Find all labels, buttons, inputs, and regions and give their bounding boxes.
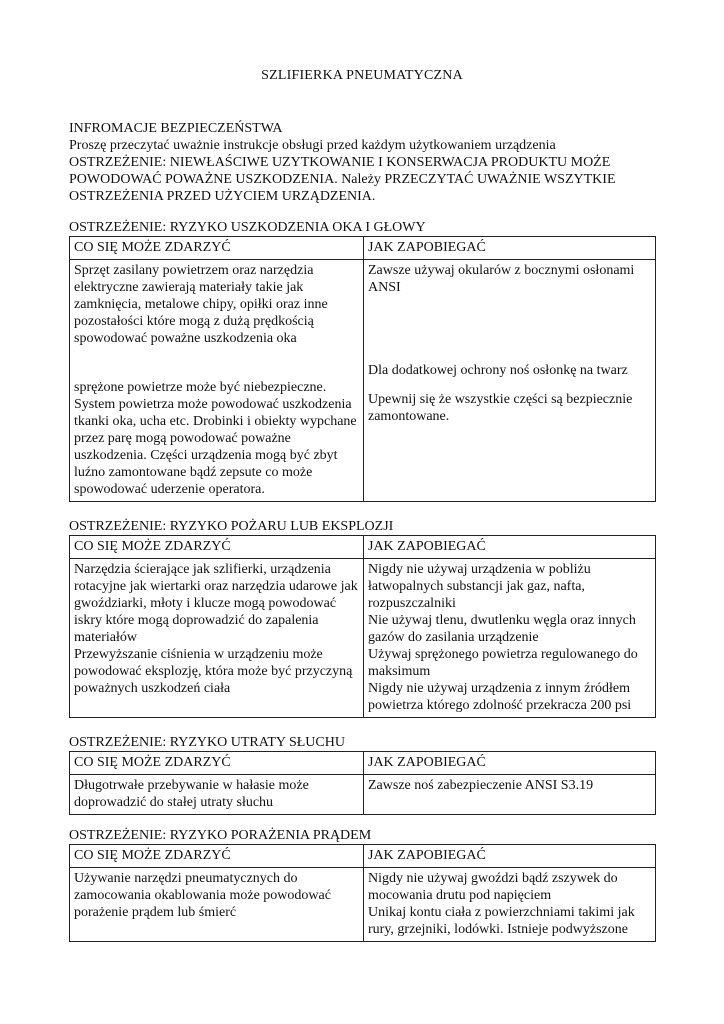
intro-heading: INFROMACJE BEZPIECZEŃSTWA <box>69 121 283 136</box>
prevention-text: Nie używaj tlenu, dwutlenku węgla oraz innych gazów do zasilania urządzenie <box>368 613 636 645</box>
prevention-text: Unikaj kontu ciała z powierzchniami takimi jak rury, grzejniki, lodówki. Istnieje podwyższone <box>368 905 635 937</box>
prevention-text: Zawsze używaj okularów z bocznymi osłonami ANSI <box>368 263 635 295</box>
table-header-row <box>70 845 656 868</box>
table-header-row <box>70 752 656 775</box>
risk-table <box>69 535 656 718</box>
prevention-text: Nigdy nie używaj urządzenia w pobliżu łatwopalnych substancji jak gaz, nafta, rozpuszczalniki <box>368 562 591 611</box>
header-how-to-prevent: JAK ZAPOBIEGAĆ <box>364 536 656 559</box>
hazard-cell <box>70 559 364 718</box>
hazard-text: Narzędzia ścierające jak szlifierki, urządzenia rotacyjne jak wiertarki oraz narzędzia udarowe jak gwoździarki, młoty i klucze mogą powodować iskry które mogą doprowadzić do zapalenia materiałów <box>74 562 358 645</box>
risk-table <box>69 236 656 502</box>
hazard-text: Przewyższanie ciśnienia w urządzeniu może powodować eksplozję, która może być przyczyną poważnych uszkodzeń ciała <box>74 647 353 696</box>
table-row <box>70 868 656 942</box>
section-hearing-loss <box>69 735 655 815</box>
hazard-text: sprężone powietrze może być niebezpieczne. System powietrza może powodować uszkodzenia tkanki oka, ucha etc. Drobinki i obiekty wypchane przez parę mogą powodować poważne uszkodzenia. Części urządzenia mogą być zbyt luźno zamontowane bądź zepsute co może spowodować uderzenie operatora. <box>74 380 357 497</box>
section-title: OSTRZEŻENIE: RYZYKO POŻARU LUB EKSPLOZJI <box>69 519 394 534</box>
safety-intro <box>69 120 659 205</box>
hazard-cell <box>70 775 364 815</box>
header-how-to-prevent: JAK ZAPOBIEGAĆ <box>364 845 656 868</box>
section-electric-shock <box>69 828 655 942</box>
table-header-row <box>70 536 656 559</box>
prevention-text: Używaj sprężonego powietrza regulowanego do maksimum <box>368 647 638 679</box>
prevention-text: Nigdy nie używaj gwoździ bądź zszywek do mocowania drutu pod napięciem <box>368 871 618 903</box>
hazard-cell <box>70 868 364 942</box>
section-title: OSTRZEŻENIE: RYZYKO PORAŻENIA PRĄDEM <box>69 828 372 843</box>
hazard-text: Długotrwałe przebywanie w hałasie może doprowadzić do stałej utraty słuchu <box>74 778 309 810</box>
header-what-can-happen: CO SIĘ MOŻE ZDARZYĆ <box>70 752 364 775</box>
header-how-to-prevent: JAK ZAPOBIEGAĆ <box>364 237 656 260</box>
section-fire-explosion <box>69 519 655 718</box>
header-what-can-happen: CO SIĘ MOŻE ZDARZYĆ <box>70 845 364 868</box>
document-title: SZLIFIERKA PNEUMATYCZNA <box>261 68 463 83</box>
table-row <box>70 559 656 718</box>
prevention-text: Zawsze noś zabezpieczenie ANSI S3.19 <box>368 778 594 793</box>
risk-table <box>69 844 656 942</box>
hazard-cell <box>70 260 364 502</box>
hazard-text: Używanie narzędzi pneumatycznych do zamocowania okablowania może powodować porażenie prądem lub śmierć <box>74 871 331 920</box>
prevention-cell <box>364 775 656 815</box>
prevention-text: Upewnij się że wszystkie części są bezpiecznie zamontowane. <box>368 392 633 424</box>
intro-instruction: Proszę przeczytać uważnie instrukcje obsługi przed każdym użytkowaniem urządzenia <box>69 138 556 153</box>
risk-table <box>69 751 656 815</box>
prevention-text: Dla dodatkowej ochrony noś osłonkę na twarz <box>368 363 628 378</box>
header-how-to-prevent: JAK ZAPOBIEGAĆ <box>364 752 656 775</box>
header-what-can-happen: CO SIĘ MOŻE ZDARZYĆ <box>70 536 364 559</box>
table-row <box>70 260 656 502</box>
hazard-text: Sprzęt zasilany powietrzem oraz narzędzia elektryczne zawierają materiały takie jak zamknięcia, metalowe chipy, opiłki oraz inne pozostałości które mogą z dużą prędkością spowodować poważne uszkodzenia oka <box>74 263 328 346</box>
section-title: OSTRZEŻENIE: RYZYKO UTRATY SŁUCHU <box>69 735 345 750</box>
section-eye-injury <box>69 220 655 502</box>
header-what-can-happen: CO SIĘ MOŻE ZDARZYĆ <box>70 237 364 260</box>
table-row <box>70 775 656 815</box>
intro-warning: OSTRZEŻENIE: NIEWŁAŚCIWE UZYTKOWANIE I KONSERWACJA PRODUKTU MOŻE POWODOWAĆ POWAŻNE USZKODZENIA. Należy PRZECZYTAĆ UWAŻNIE WSZYTKIE OSTRZEŻENIA PRZED UŻYCIEM URZĄDZENIA. <box>69 155 616 204</box>
prevention-cell <box>364 260 656 502</box>
prevention-cell <box>364 868 656 942</box>
prevention-cell <box>364 559 656 718</box>
table-header-row <box>70 237 656 260</box>
section-title: OSTRZEŻENIE: RYZYKO USZKODZENIA OKA I GŁOWY <box>69 220 426 235</box>
prevention-text: Nigdy nie używaj urządzenia z innym źródłem powietrza którego zdolność przekracza 200 psi <box>368 681 632 713</box>
